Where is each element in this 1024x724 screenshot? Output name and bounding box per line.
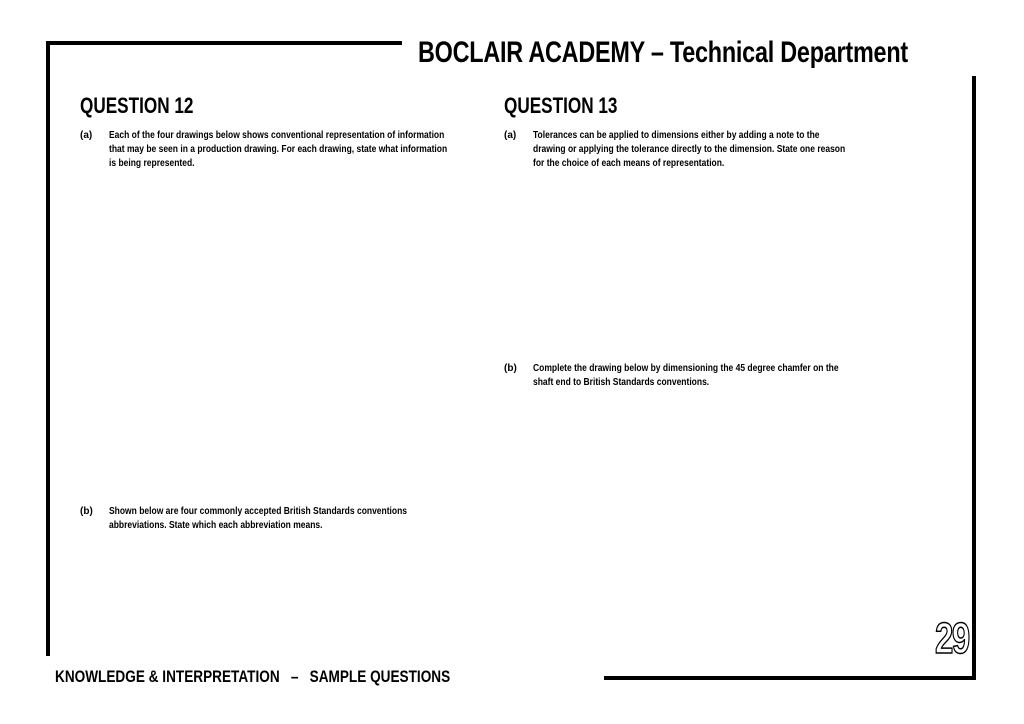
footer-right: SAMPLE QUESTIONS: [309, 667, 451, 686]
part-label: (a): [80, 130, 93, 141]
part-label: (b): [504, 363, 517, 374]
footer-left: KNOWLEDGE & INTERPRETATION: [55, 667, 280, 686]
question-text: [533, 362, 839, 390]
question-text: [109, 505, 407, 533]
text-line: shaft end to British Standards conventions.: [533, 377, 710, 388]
text-line: Tolerances can be applied to dimensions either by adding a note to the: [533, 130, 820, 141]
text-line: Complete the drawing below by dimensioning the 45 degree chamfer on the: [533, 363, 839, 374]
text-line: drawing or applying the tolerance directly to the dimension. State one reason: [533, 144, 846, 155]
frame-top-rule: [46, 41, 402, 45]
footer: [55, 667, 450, 687]
text-line: for the choice of each means of representation.: [533, 158, 725, 169]
text-line: is being represented.: [109, 158, 195, 169]
question-text: [109, 129, 447, 171]
footer-dash: –: [290, 667, 299, 686]
frame-right-rule: [972, 76, 976, 680]
question-text: [533, 129, 845, 171]
text-line: that may be seen in a production drawing. For each drawing, state what information: [109, 144, 448, 155]
text-line: abbreviations. State which each abbreviation means.: [109, 520, 323, 531]
part-label: (a): [504, 130, 517, 141]
question-13-title: QUESTION 13: [504, 93, 618, 118]
text-line: Shown below are four commonly accepted British Standards conventions: [109, 506, 408, 517]
department-title: BOCLAIR ACADEMY – Technical Department: [418, 36, 908, 69]
part-label: (b): [80, 506, 93, 517]
text-line: Each of the four drawings below shows conventional representation of information: [109, 130, 445, 141]
frame-left-rule: [46, 41, 50, 656]
frame-bottom-rule: [604, 676, 976, 680]
question-12-title: QUESTION 12: [80, 93, 194, 118]
page-number: 29: [935, 614, 969, 663]
